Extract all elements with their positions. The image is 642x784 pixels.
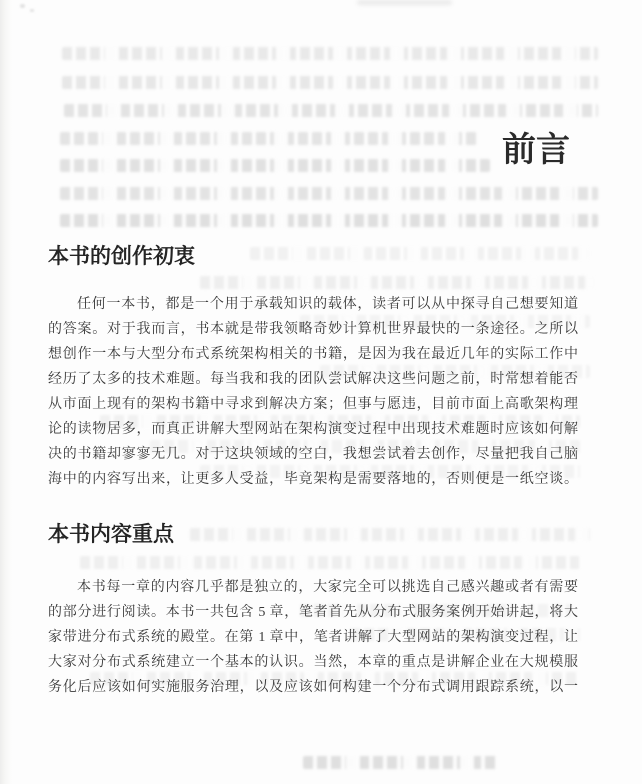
scan-speck [30,9,34,12]
text-line: 家带进分布式系统的殿堂。在第 1 章中，笔者讲解了大型网站的架构演变过程，让 [48,630,578,645]
bleedthrough-artifact [62,76,598,89]
section-heading-intent: 本书的创作初衷 [48,245,195,268]
text-line: 务化后应该如何实施服务治理，以及应该如何构建一个分布式调用跟踪系统，以一 [48,680,578,695]
text-line: 想创作一本与大型分布式系统架构相关的书籍，是因为我在最近几年的实际工作中 [48,347,578,362]
bleedthrough-artifact [64,104,598,117]
text-line: 本书每一章的内容几乎都是独立的，大家完全可以挑选自己感兴趣或者有需要 [77,580,578,595]
text-line: 海中的内容写出来，让更多人受益，毕竟架构是需要落地的，否则便是一纸空谈。 [48,472,578,487]
paragraph-key-content [48,575,578,700]
section-heading-key-content: 本书内容重点 [48,523,174,546]
text-line: 从市面上现有的架构书籍中寻求到解决方案；但事与愿违，目前市面上高歌架构理 [48,397,578,412]
bleedthrough-artifact [80,556,580,569]
bleedthrough-artifact [200,276,595,289]
text-line: 任何一本书，都是一个用于承载知识的载体，读者可以从中探寻自己想要知道 [77,297,578,312]
bleedthrough-artifact [60,132,480,145]
scan-smudge [357,0,452,5]
bleedthrough-artifact [60,214,598,227]
text-line: 论的读物居多，而真正讲解大型网站在架构演变过程中出现技术难题时应该如何解 [48,422,578,437]
text-line: 的部分进行阅读。本书一共包含 5 章，笔者首先从分布式服务案例开始讲起，将大 [48,605,578,620]
bleedthrough-artifact [303,756,496,769]
bleedthrough-artifact [60,159,490,172]
text-line: 决的书籍却寥寥无几。对于这块领域的空白，我想尝试着去创作，尽量把我自己脑 [48,447,578,462]
bleedthrough-artifact [62,47,598,60]
bleedthrough-artifact [250,247,590,260]
page-title: 前言 [502,131,570,169]
text-line: 的答案。对于我而言，书本就是带我领略奇妙计算机世界最快的一条途径。之所以 [48,322,578,337]
bleedthrough-artifact [190,528,590,541]
page-edge-shadow [0,0,12,784]
text-line: 大家对分布式系统建立一个基本的认识。当然，本章的重点是讲解企业在大规模服 [48,655,578,670]
bleedthrough-artifact [60,187,598,200]
paragraph-creation-intent [48,292,578,492]
text-line: 经历了太多的技术难题。每当我和我的团队尝试解决这些问题之前，时常想着能否 [48,372,578,387]
scan-speck [20,4,25,8]
